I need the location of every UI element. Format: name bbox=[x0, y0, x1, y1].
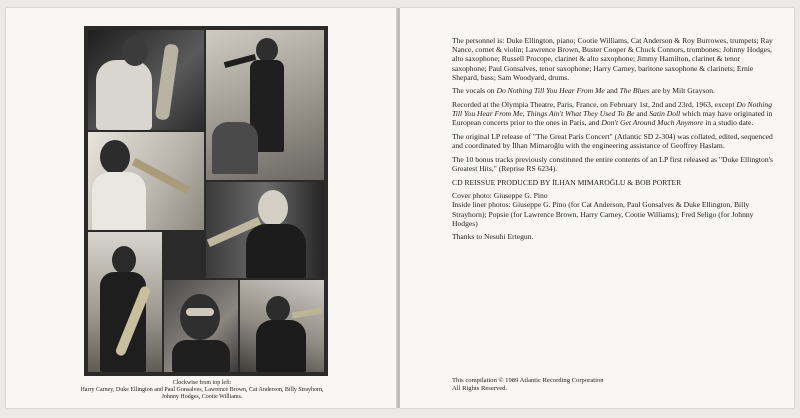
photo-cootie-williams bbox=[240, 280, 324, 372]
photo-lawrence-brown bbox=[88, 132, 204, 230]
caption-line-1: Clockwise from top left: bbox=[172, 380, 232, 386]
left-page bbox=[6, 8, 396, 408]
photo-collage bbox=[84, 26, 328, 376]
caption-line-3: Johnny Hodges, Cootie Williams. bbox=[161, 394, 243, 401]
photo-caption bbox=[26, 380, 378, 402]
liner-credits bbox=[452, 36, 774, 246]
copyright-notice bbox=[452, 377, 752, 393]
photo-billy-strayhorn bbox=[164, 280, 238, 372]
recording-paragraph: Recorded at the Olympia Theatre, Paris, France, on February 1st, 2nd and 23rd, 1963, except Do Nothing Till You Hear From Me, Things Ain't What They Used To Be and Satin Doll which may have originated in European concerts prior to the ones in Paris, and Don't Get Around Much Anymore in a studio date. bbox=[452, 100, 773, 128]
right-page bbox=[400, 8, 794, 408]
copyright-line-1: This compilation © 1989 Atlantic Recording Corporation bbox=[452, 377, 604, 384]
lp-release-paragraph: The original LP release of "The Great Paris Concert" (Atlantic SD 2-304) was collated, edited, sequenced and coordinated by İlhan Mimaroğlu with the engineering assistance of Geoffrey Haslam. bbox=[452, 132, 773, 151]
cover-photo-credit: Cover photo: Giuseppe G. Pino bbox=[452, 191, 548, 201]
bonus-tracks-paragraph: The 10 bonus tracks previously constituted the entire contents of an LP first released as "Duke Ellington's Greatest Hits," (Reprise RS 6234). bbox=[452, 154, 773, 173]
caption-line-2: Harry Carney, Duke Ellington and Paul Gonsalves, Lawrence Brown, Cat Anderson, Billy Strayhorn, bbox=[80, 387, 324, 394]
reissue-credit: CD REISSUE PRODUCED BY İLHAN MIMAROĞLU & BOB PORTER bbox=[452, 177, 682, 187]
thanks-line: Thanks to Nesuhi Ertegun. bbox=[452, 232, 534, 242]
photo-credits bbox=[452, 191, 774, 228]
personnel-paragraph: The personnel is: Duke Ellington, piano; Cootie Williams, Cat Anderson & Roy Burrowes, trumpets; Ray Nance, cornet & violin; Lawrence Brown, Buster Cooper & Chuck Connors, trombones; Johnny Hodges, alto saxophone; Russell Procope, clarinet & alto saxophone; Jimmy Hamilton, clarinet & tenor saxophone; Paul Gonsalves, tenor saxophone; Harry Carney, baritone saxophone & clarinets; Ernie Shepard, bass; Sam Woodyard, drums. bbox=[452, 36, 773, 82]
photo-johnny-hodges bbox=[88, 232, 162, 372]
photo-harry-carney bbox=[88, 30, 204, 130]
photo-cat-anderson bbox=[206, 182, 324, 278]
vocals-paragraph: The vocals on Do Nothing Till You Hear From Me and The Blues are by Milt Grayson. bbox=[452, 86, 715, 96]
copyright-line-2: All Rights Reserved. bbox=[452, 385, 508, 392]
photo-ellington-gonsalves bbox=[206, 30, 324, 180]
inside-photo-credit: Inside liner photos: Giuseppe G. Pino (for Cat Anderson, Paul Gonsalves & Duke Ellington, Billy Strayhorn); Popsie (for Lawrence Brown, Harry Carney, Cootie Williams); Fred Seligo (for Johnny Hodges) bbox=[452, 200, 754, 228]
